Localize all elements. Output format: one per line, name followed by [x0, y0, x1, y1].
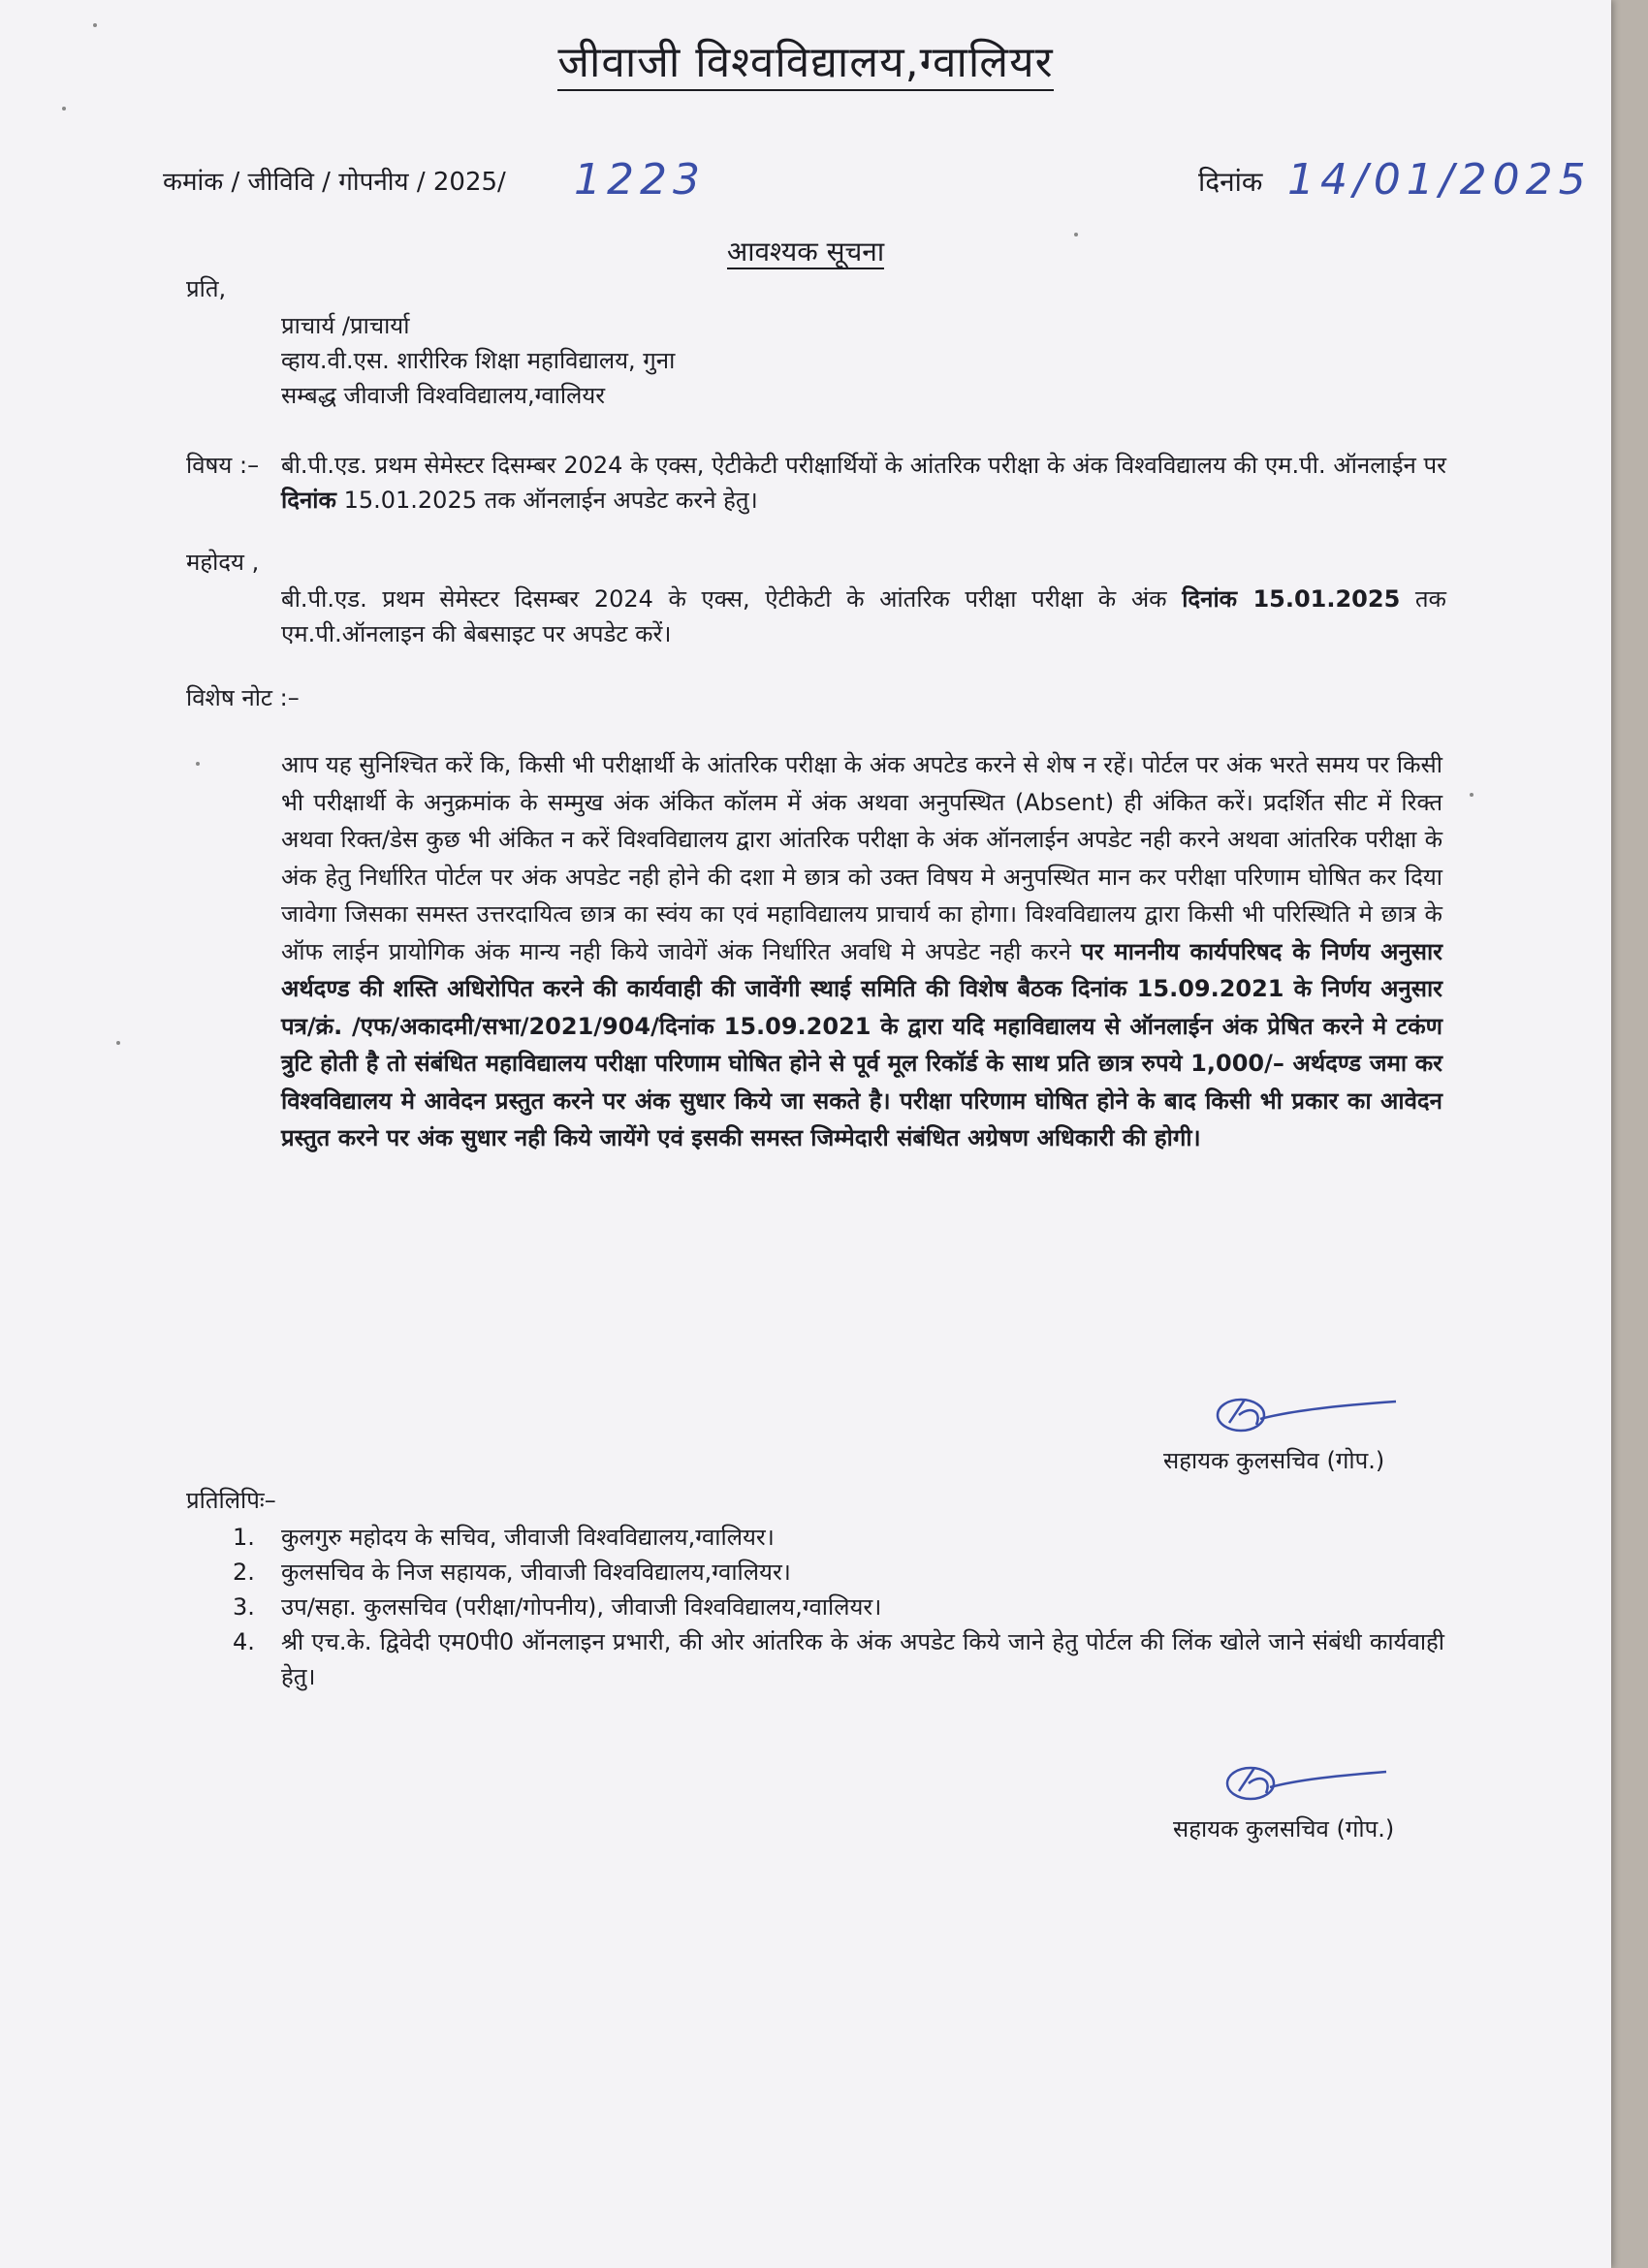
list-item	[233, 1590, 1444, 1624]
date-label: दिनांक	[1198, 166, 1263, 198]
list-item	[233, 1555, 1444, 1590]
recipient-line: व्हाय.वी.एस. शारीरिक शिक्षा महाविद्यालय, गुना	[281, 347, 676, 374]
list-item	[233, 1520, 1444, 1555]
handwritten-date: 14/01/2025	[1287, 155, 1592, 205]
list-item-number: 2.	[233, 1559, 255, 1586]
list-item-text: कुलगुरु महोदय के सचिव, जीवाजी विश्वविद्यालय,ग्वालियर।	[281, 1524, 775, 1551]
signature-block-2	[1173, 1754, 1415, 1844]
salutation-text-b: तक एम.पी.ऑनलाइन की बेबसाइट पर अपडेट करें।	[281, 585, 1446, 647]
special-note-normal: आप यह सुनिश्चित करें कि, किसी भी परीक्षार्थी के आंतरिक परीक्षा के अंक अपटेड करने से शेष न रहें। पोर्टल पर अंक भरते समय पर किसी भी परीक्षार्थी के अनुक्रमांक के सम्मुख अंक अंकित कॉलम में अंक अथवा अनुपस्थित (Absent) ही अंकित करें। प्रदर्शित सीट में रिक्त अथवा रिक्त/डेस कुछ भी अंकित न करें विश्वविद्यालय द्वारा आंतरिक परीक्षा के अंक ऑनलाईन अपडेट नही करने अथवा आंतरिक परीक्षा के अंक हेतु निर्धारित पोर्टल पर अंक अपडेट नही होने की दशा मे छात्र को उक्त विषय मे अनुपस्थित मान कर परीक्षा परिणाम घोषित कर दिया जावेगा जिसका समस्त उत्तरदायित्व छात्र का स्वंय का एवं महाविद्यालय प्राचार्य का होगा। विश्वविद्यालय द्वारा किसी भी परिस्थिति मे छात्र के ऑफ लाईन प्रायोगिक अंक मान्य नही किये जावेगें अंक निर्धारित अवधि मे अपडेट नही करने	[281, 751, 1442, 965]
list-item-number: 4.	[233, 1628, 255, 1655]
special-note-label: विशेष नोट :–	[186, 684, 300, 711]
subject-text-b: 15.01.2025 तक ऑनलाईन अपडेट करने हेतु।	[335, 487, 758, 514]
notice-title: आवश्यक सूचना	[726, 236, 885, 268]
scan-speck	[1470, 793, 1474, 797]
copy-to-label: प्रतिलिपिः–	[186, 1487, 276, 1514]
scan-speck	[1074, 233, 1078, 236]
recipient-line: सम्बद्ध जीवाजी विश्वविद्यालय,ग्वालियर	[281, 382, 606, 409]
handwritten-ref-number: 1223	[574, 155, 706, 205]
salutation-text-a: बी.पी.एड. प्रथम सेमेस्टर दिसम्बर 2024 के एक्स, ऐटीकेटी के आंतरिक परीक्षा परीक्षा के अंक	[281, 585, 1183, 613]
salutation-text	[281, 582, 1446, 651]
recipient-line: प्राचार्य /प्राचार्या	[281, 312, 410, 339]
signature-mark-icon	[1212, 1754, 1415, 1809]
subject-text	[281, 448, 1446, 518]
signature-block-1	[1163, 1386, 1406, 1476]
copy-to-list	[233, 1520, 1444, 1694]
scan-speck	[62, 107, 66, 110]
signature-title: सहायक कुलसचिव (गोप.)	[1163, 1447, 1385, 1474]
special-note-paragraph	[281, 746, 1442, 1157]
recipient-prati: प्रति,	[186, 275, 227, 302]
scan-speck	[93, 23, 97, 27]
signature-mark-icon	[1202, 1386, 1406, 1440]
list-item	[233, 1624, 1444, 1694]
signature-title: सहायक कुलसचिव (गोप.)	[1173, 1815, 1395, 1843]
subject-text-bold: दिनांक	[281, 487, 336, 514]
subject-text-a: बी.पी.एड. प्रथम सेमेस्टर दिसम्बर 2024 के एक्स, ऐटीकेटी परीक्षार्थियों के आंतरिक परीक्षा के अंक विश्वविद्यालय की एम.पी. ऑनलाईन पर	[281, 452, 1446, 479]
salutation-label: महोदय ,	[186, 549, 260, 576]
list-item-text: कुलसचिव के निज सहायक, जीवाजी विश्वविद्यालय,ग्वालियर।	[281, 1559, 791, 1586]
salutation-text-bold: दिनांक 15.01.2025	[1182, 585, 1401, 613]
scan-speck	[116, 1041, 120, 1045]
list-item-text: उप/सहा. कुलसचिव (परीक्षा/गोपनीय), जीवाजी विश्वविद्यालय,ग्वालियर।	[281, 1593, 882, 1621]
list-item-number: 3.	[233, 1593, 255, 1621]
list-item-number: 1.	[233, 1524, 255, 1551]
university-title: जीवाजी विश्वविद्यालय,ग्वालियर	[0, 31, 1611, 89]
subject-block	[186, 448, 1446, 518]
special-note-bold: पर माननीय कार्यपरिषद के निर्णय अनुसार अर्थदण्ड की शस्ति अधिरोपित करने की कार्यवाही की जावेंगी स्थाई समिति की विशेष बैठक दिनांक 15.09.2021 के निर्णय अनुसार पत्र/क्रं. /एफ/अकादमी/सभा/2021/904/दिनांक 15.09.2021 के द्वारा यदि महाविद्यालय से ऑनलाईन अंक प्रेषित करने मे टकंण त्रुटि होती है तो संबंधित महाविद्यालय परीक्षा परिणाम घोषित होने से पूर्व मूल रिकॉर्ड के साथ प्रति छात्र रुपये 1,000/– अर्थदण्ड जमा कर विश्वविद्यालय मे आवेदन प्रस्तुत करने पर अंक सुधार किये जा सकते है। परीक्षा परिणाम घोषित होने के बाद किसी भी प्रकार का आवेदन प्रस्तुत करने पर अंक सुधार नही किये जायेंगे एवं इसकी समस्त जिम्मेदारी संबंधित अग्रेषण अधिकारी की होगी।	[281, 937, 1442, 1151]
scan-speck	[196, 762, 200, 766]
subject-label: विषय :–	[186, 452, 260, 479]
recipient-address	[281, 308, 675, 413]
reference-number: कमांक / जीविवि / गोपनीय / 2025/	[163, 168, 506, 197]
list-item-text: श्री एच.के. द्विवेदी एम0पी0 ऑनलाइन प्रभारी, की ओर आंतरिक के अंक अपडेट किये जाने हेतु पोर्टल की लिंक खोले जाने संबंधी कार्यवाही हेतु।	[281, 1628, 1444, 1690]
